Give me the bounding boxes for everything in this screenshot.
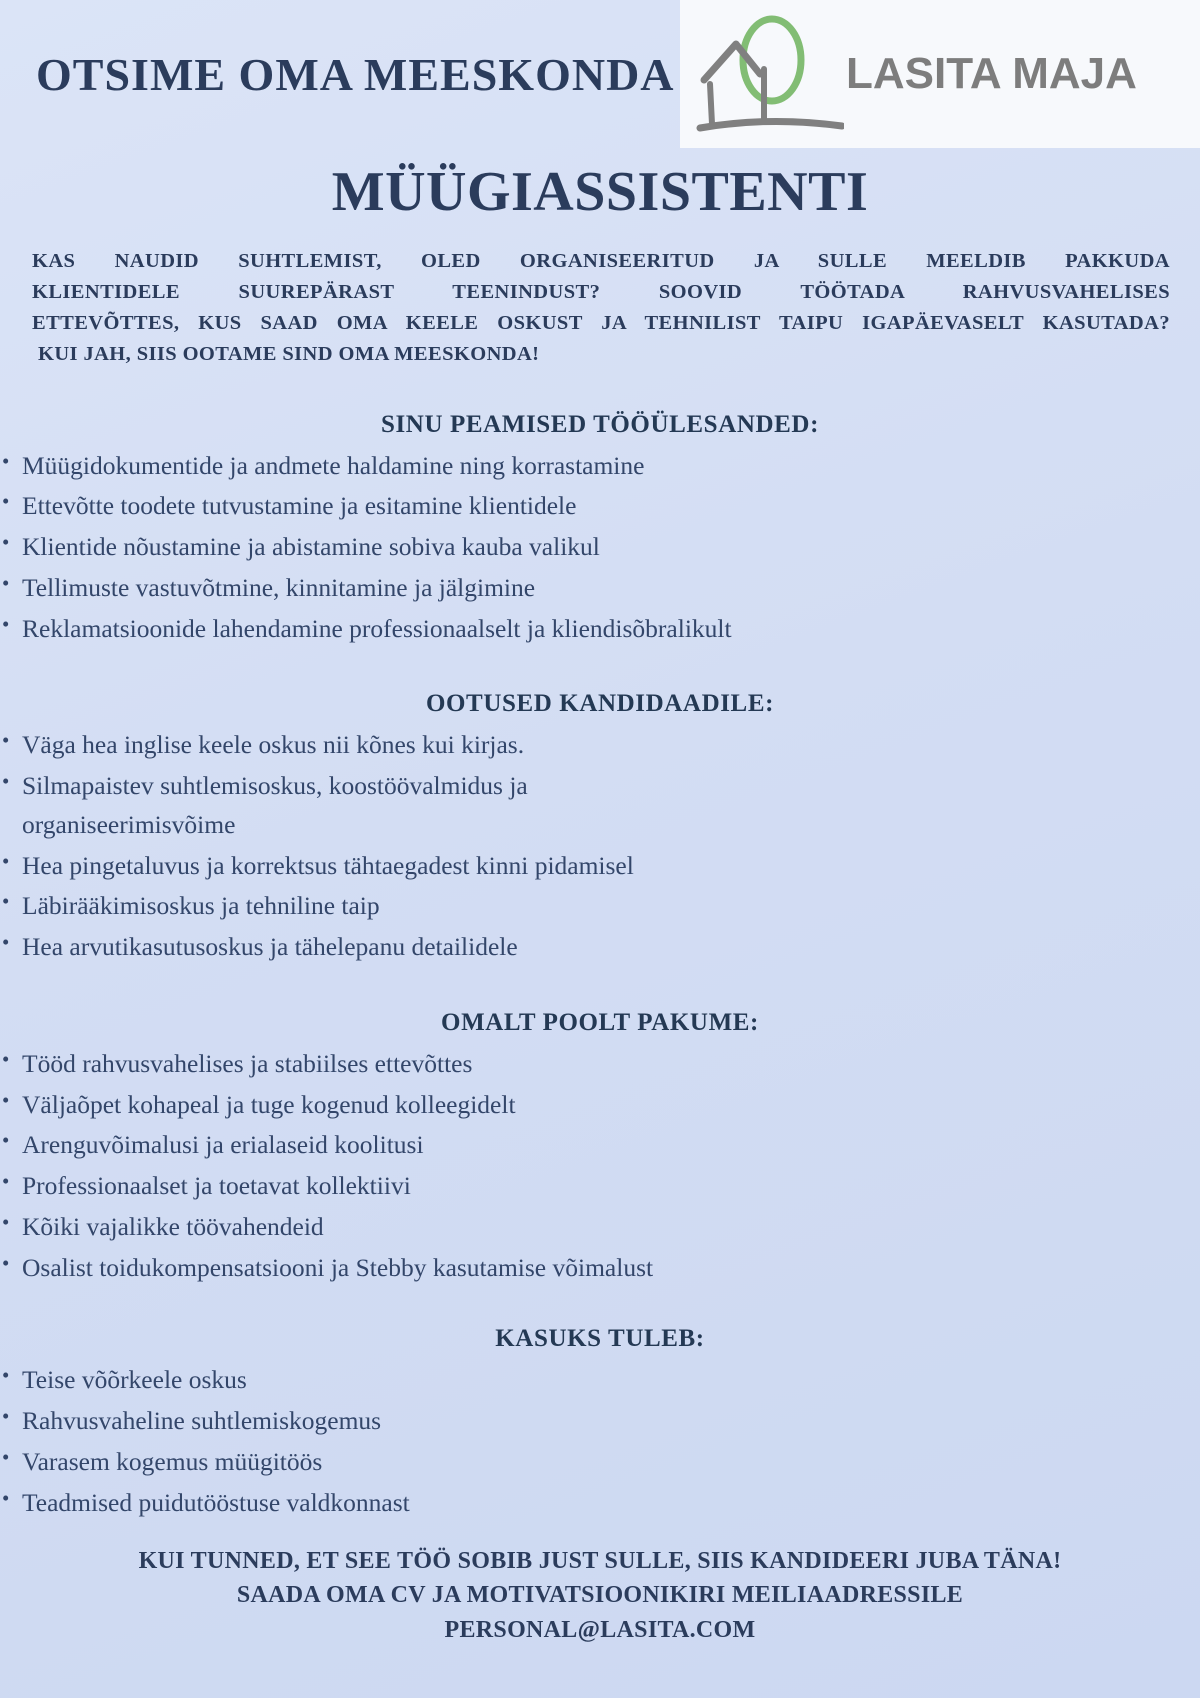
list-item: • Teadmised puidutööstuse valdkonnast: [0, 1484, 1200, 1523]
contact-email[interactable]: PERSONAL@LASITA.COM: [444, 1616, 756, 1643]
section-title-offer: OMALT POOLT PAKUME:: [441, 1008, 759, 1036]
tasks-list: [0, 447, 1200, 649]
list-item: • Tööd rahvusvahelises ja stabiilses ettevõttes: [0, 1045, 1200, 1084]
offer-list: [0, 1045, 1200, 1288]
section-tasks: [0, 411, 1200, 649]
intro-line-1: KAS NAUDID SUHTLEMIST, OLED ORGANISEERITUD JA SULLE MEELDIB PAKKUDA: [32, 250, 1170, 272]
list-item: • Müügidokumentide ja andmete haldamine ning korrastamine: [0, 447, 1200, 486]
job-title: MÜÜGIASSISTENTI: [331, 161, 869, 223]
list-item: • Rahvusvaheline suhtlemiskogemus: [0, 1402, 1200, 1441]
list-item: • Silmapaistev suhtlemisoskus, koostöövalmidus ja organiseerimisvõime: [0, 767, 582, 845]
intro-line-3: ETTEVÕTTES, KUS SAAD OMA KEELE OSKUST JA TEHNILIST TAIPU IGAPÄEVASELT KASUTADA?: [32, 312, 1170, 335]
headline-text: OTSIME OMA MEESKONDA: [36, 49, 675, 100]
company-logo: [680, 0, 1200, 148]
list-item: • Osalist toidukompensatsiooni ja Stebby kasutamise võimalust: [0, 1249, 1200, 1288]
list-item: • Väljaõpet kohapeal ja tuge kogenud kolleegidelt: [0, 1086, 1200, 1125]
bonus-list: [0, 1361, 1200, 1522]
list-item: • Arenguvõimalusi ja erialaseid koolitusi: [0, 1126, 1200, 1165]
list-item: • Varasem kogemus müügitöös: [0, 1443, 1200, 1482]
intro-paragraph: [32, 246, 1170, 371]
list-item: • Professionaalset ja toetavat kollektiivi: [0, 1167, 1200, 1206]
list-item: • Kõiki vajalikke töövahendeid: [0, 1208, 1200, 1247]
list-item: • Klientide nõustamine ja abistamine sobiva kauba valikul: [0, 528, 1200, 567]
intro-line-2: KLIENTIDELE SUUREPÄRAST TEENINDUST? SOOVID TÖÖTADA RAHVUSVAHELISES: [32, 281, 1170, 304]
house-tree-logo-icon: [694, 12, 844, 137]
section-offer: [0, 1009, 1200, 1288]
list-item: • Väga hea inglise keele oskus nii kõnes kui kirjas.: [0, 726, 1200, 765]
list-item: • Ettevõtte toodete tutvustamine ja esitamine klientidele: [0, 487, 1200, 526]
section-title-bonus: KASUKS TULEB:: [495, 1325, 705, 1353]
list-item: • Teise võõrkeele oskus: [0, 1361, 1200, 1400]
intro-line-4: KUI JAH, SIIS OOTAME SIND OMA MEESKONDA!: [38, 343, 540, 366]
footer-call-to-action: [0, 1544, 1200, 1646]
list-item: • Hea pingetaluvus ja korrektsus tähtaegadest kinni pidamisel: [0, 847, 1200, 886]
section-title-tasks: SINU PEAMISED TÖÖÜLESANDED:: [380, 410, 820, 438]
section-bonus: [0, 1325, 1200, 1522]
footer-line-2: SAADA OMA CV JA MOTIVATSIOONIKIRI MEILIAADRESSILE: [236, 1582, 964, 1609]
list-item: • Läbirääkimisoskus ja tehniline taip: [0, 887, 1200, 926]
section-expectations: [0, 690, 1200, 967]
poster-header: [0, 0, 1200, 148]
expectations-list: [0, 726, 1200, 967]
list-item: • Reklamatsioonide lahendamine professionaalselt ja kliendisõbralikult: [0, 610, 1200, 649]
list-item: • Hea arvutikasutusoskus ja tähelepanu detailidele: [0, 928, 1200, 967]
footer-line-1: KUI TUNNED, ET SEE TÖÖ SOBIB JUST SULLE, SIIS KANDIDEERI JUBA TÄNA!: [138, 1548, 1062, 1575]
company-name-text: LASITA MAJA: [846, 49, 1137, 98]
section-title-expectations: OOTUSED KANDIDAADILE:: [425, 690, 775, 718]
list-item: • Tellimuste vastuvõtmine, kinnitamine ja jälgimine: [0, 569, 1200, 608]
